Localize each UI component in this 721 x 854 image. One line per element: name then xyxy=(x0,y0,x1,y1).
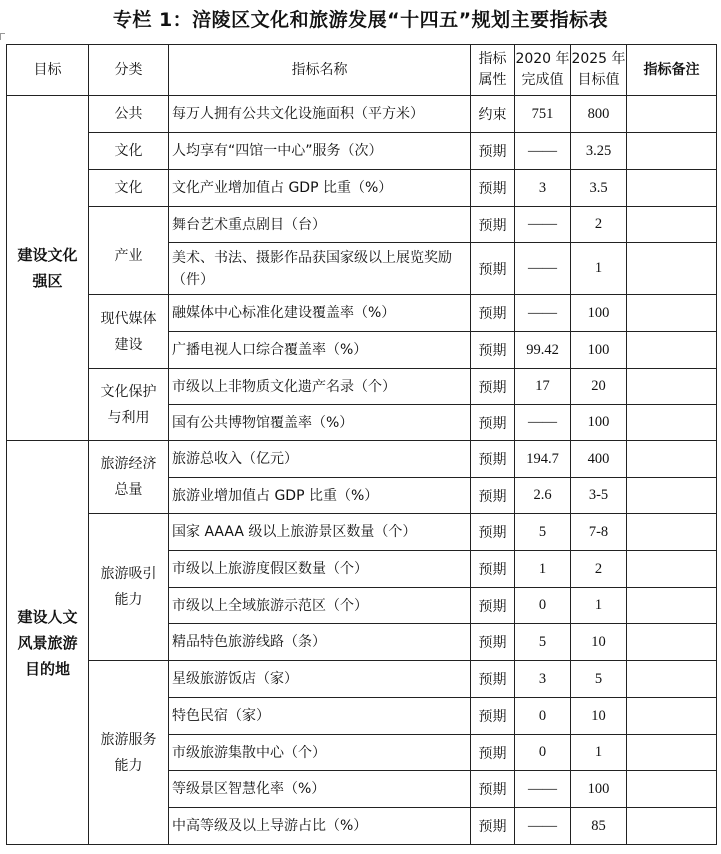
category-cell: 文化 xyxy=(89,133,169,170)
value-2020: 2.6 xyxy=(515,478,571,514)
page-title: 专栏 1：涪陵区文化和旅游发展“十四五”规划主要指标表 xyxy=(112,9,609,31)
note-cell xyxy=(627,332,717,369)
note-cell xyxy=(627,698,717,735)
table-anchor-mark xyxy=(0,33,5,40)
header-attribute xyxy=(471,45,515,96)
indicator-attribute: 预期 xyxy=(471,735,515,771)
indicator-attribute: 预期 xyxy=(471,405,515,441)
indicator-name: 市级以上全域旅游示范区（个） xyxy=(169,588,471,624)
indicator-attribute: 预期 xyxy=(471,369,515,405)
table-row xyxy=(7,207,717,243)
value-2020: —— xyxy=(515,207,571,243)
header-2025-line2: 目标值 xyxy=(577,72,620,88)
value-2025: 100 xyxy=(571,771,627,808)
indicator-name: 国有公共博物馆覆盖率（%） xyxy=(169,405,471,441)
value-2025: 100 xyxy=(571,405,627,441)
indicator-attribute: 预期 xyxy=(471,808,515,845)
note-cell xyxy=(627,170,717,207)
note-cell xyxy=(627,96,717,133)
note-cell xyxy=(627,207,717,243)
value-2020: 1 xyxy=(515,551,571,588)
note-cell xyxy=(627,735,717,771)
value-2020: —— xyxy=(515,405,571,441)
indicator-name: 舞台艺术重点剧目（台） xyxy=(169,207,471,243)
indicator-attribute: 预期 xyxy=(471,243,515,295)
note-cell xyxy=(627,771,717,808)
indicator-attribute: 预期 xyxy=(471,698,515,735)
indicator-attribute: 预期 xyxy=(471,771,515,808)
indicator-attribute: 预期 xyxy=(471,624,515,661)
indicator-name: 文化产业增加值占 GDP 比重（%） xyxy=(169,170,471,207)
indicator-attribute: 预期 xyxy=(471,514,515,551)
category-cell: 旅游服务能力 xyxy=(89,661,169,845)
table-row xyxy=(7,441,717,478)
value-2020: 0 xyxy=(515,735,571,771)
indicator-name: 精品特色旅游线路（条） xyxy=(169,624,471,661)
indicator-attribute: 预期 xyxy=(471,207,515,243)
value-2025: 400 xyxy=(571,441,627,478)
value-2020: 17 xyxy=(515,369,571,405)
header-2020-line1: 2020 年 xyxy=(515,51,570,67)
indicator-name: 每万人拥有公共文化设施面积（平方米） xyxy=(169,96,471,133)
value-2025: 3-5 xyxy=(571,478,627,514)
value-2020: 3 xyxy=(515,170,571,207)
indicator-name: 广播电视人口综合覆盖率（%） xyxy=(169,332,471,369)
table-row xyxy=(7,514,717,551)
goal-cell: 建设人文风景旅游目的地 xyxy=(7,441,89,845)
value-2025: 5 xyxy=(571,661,627,698)
value-2025: 10 xyxy=(571,698,627,735)
header-2020 xyxy=(515,45,571,96)
value-2025: 2 xyxy=(571,207,627,243)
header-row xyxy=(7,45,717,96)
value-2025: 3.25 xyxy=(571,133,627,170)
indicator-attribute: 预期 xyxy=(471,170,515,207)
indicator-name: 星级旅游饭店（家） xyxy=(169,661,471,698)
table-row xyxy=(7,170,717,207)
note-cell xyxy=(627,624,717,661)
value-2020: —— xyxy=(515,771,571,808)
note-cell xyxy=(627,588,717,624)
note-cell xyxy=(627,133,717,170)
note-cell xyxy=(627,661,717,698)
value-2020: 0 xyxy=(515,698,571,735)
indicator-attribute: 预期 xyxy=(471,551,515,588)
value-2020: —— xyxy=(515,808,571,845)
indicator-name: 旅游总收入（亿元） xyxy=(169,441,471,478)
value-2020: 5 xyxy=(515,514,571,551)
value-2020: —— xyxy=(515,243,571,295)
note-cell xyxy=(627,514,717,551)
indicator-name: 中高等级及以上导游占比（%） xyxy=(169,808,471,845)
indicator-name: 国家 AAAA 级以上旅游景区数量（个） xyxy=(169,514,471,551)
header-note: 指标备注 xyxy=(627,45,717,96)
note-cell xyxy=(627,295,717,332)
value-2025: 100 xyxy=(571,332,627,369)
value-2025: 3.5 xyxy=(571,170,627,207)
indicator-name: 旅游业增加值占 GDP 比重（%） xyxy=(169,478,471,514)
category-cell: 产业 xyxy=(89,207,169,295)
value-2020: 751 xyxy=(515,96,571,133)
value-2025: 1 xyxy=(571,588,627,624)
value-2025: 10 xyxy=(571,624,627,661)
table-row xyxy=(7,369,717,405)
value-2020: 3 xyxy=(515,661,571,698)
value-2025: 800 xyxy=(571,96,627,133)
header-attr-line1: 指标 xyxy=(478,51,507,67)
indicator-attribute: 预期 xyxy=(471,588,515,624)
value-2025: 1 xyxy=(571,243,627,295)
header-category: 分类 xyxy=(89,45,169,96)
header-2025 xyxy=(571,45,627,96)
indicator-attribute: 约束 xyxy=(471,96,515,133)
indicator-attribute: 预期 xyxy=(471,295,515,332)
header-attr-line2: 属性 xyxy=(478,72,507,88)
indicator-attribute: 预期 xyxy=(471,441,515,478)
note-cell xyxy=(627,243,717,295)
note-cell xyxy=(627,441,717,478)
header-indicator: 指标名称 xyxy=(169,45,471,96)
category-cell: 文化 xyxy=(89,170,169,207)
indicator-name: 特色民宿（家） xyxy=(169,698,471,735)
value-2020: —— xyxy=(515,133,571,170)
value-2025: 20 xyxy=(571,369,627,405)
header-goal: 目标 xyxy=(7,45,89,96)
table-row xyxy=(7,661,717,698)
note-cell xyxy=(627,405,717,441)
category-cell: 公共 xyxy=(89,96,169,133)
category-cell: 旅游吸引能力 xyxy=(89,514,169,661)
category-cell: 旅游经济总量 xyxy=(89,441,169,514)
indicator-table xyxy=(6,44,717,845)
category-cell: 现代媒体建设 xyxy=(89,295,169,369)
value-2025: 1 xyxy=(571,735,627,771)
table-row xyxy=(7,96,717,133)
header-2020-line2: 完成值 xyxy=(521,72,564,88)
note-cell xyxy=(627,808,717,845)
value-2020: 194.7 xyxy=(515,441,571,478)
value-2025: 7-8 xyxy=(571,514,627,551)
indicator-attribute: 预期 xyxy=(471,661,515,698)
note-cell xyxy=(627,478,717,514)
value-2020: 5 xyxy=(515,624,571,661)
category-cell: 文化保护与利用 xyxy=(89,369,169,441)
header-2025-line1: 2025 年 xyxy=(571,51,626,67)
value-2020: 0 xyxy=(515,588,571,624)
indicator-name: 人均享有“四馆一中心”服务（次） xyxy=(169,133,471,170)
indicator-name: 市级旅游集散中心（个） xyxy=(169,735,471,771)
value-2020: —— xyxy=(515,295,571,332)
indicator-attribute: 预期 xyxy=(471,133,515,170)
table-row xyxy=(7,133,717,170)
indicator-attribute: 预期 xyxy=(471,478,515,514)
indicator-name: 市级以上旅游度假区数量（个） xyxy=(169,551,471,588)
value-2025: 2 xyxy=(571,551,627,588)
table-row xyxy=(7,295,717,332)
indicator-name: 市级以上非物质文化遗产名录（个） xyxy=(169,369,471,405)
value-2025: 85 xyxy=(571,808,627,845)
indicator-name: 美术、书法、摄影作品获国家级以上展览奖励（件） xyxy=(169,243,471,295)
value-2025: 100 xyxy=(571,295,627,332)
note-cell xyxy=(627,369,717,405)
note-cell xyxy=(627,551,717,588)
indicator-name: 融媒体中心标准化建设覆盖率（%） xyxy=(169,295,471,332)
goal-cell: 建设文化强区 xyxy=(7,96,89,441)
indicator-attribute: 预期 xyxy=(471,332,515,369)
value-2020: 99.42 xyxy=(515,332,571,369)
indicator-name: 等级景区智慧化率（%） xyxy=(169,771,471,808)
